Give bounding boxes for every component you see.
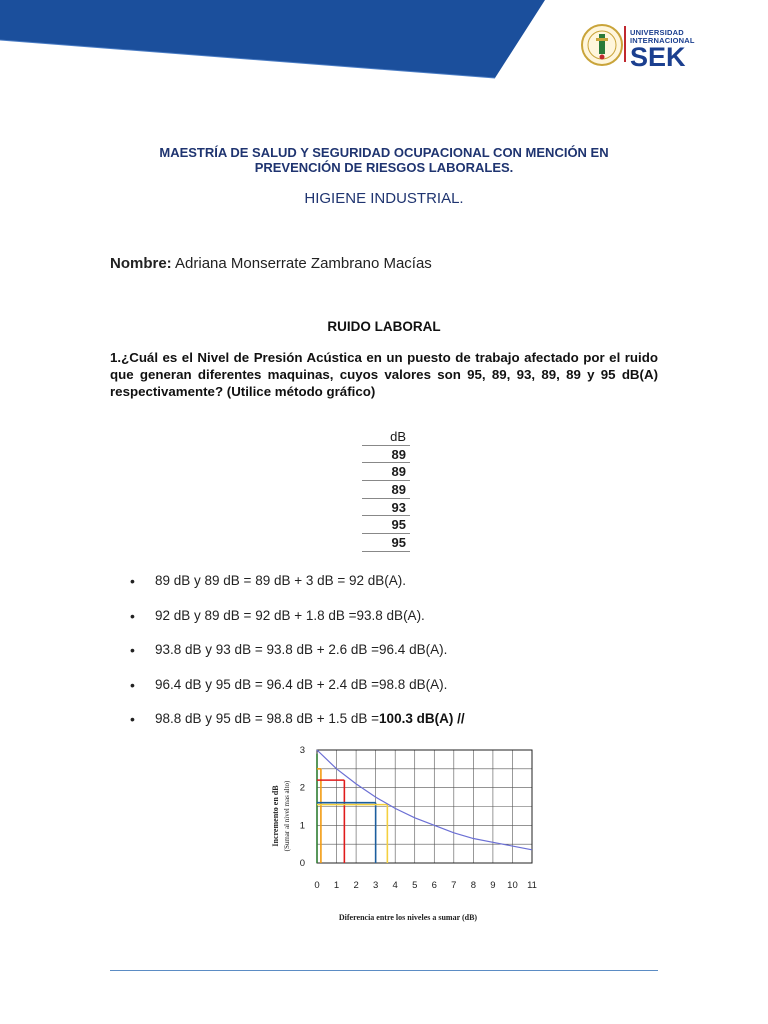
y-axis-label: Incremento en dB	[271, 785, 280, 847]
table-row	[362, 463, 410, 481]
list-item	[130, 640, 690, 675]
y-tick-label: 2	[299, 782, 305, 794]
program-title-line2: PREVENCIÓN DE RIESGOS LABORALES.	[254, 160, 514, 175]
addition-chart	[268, 736, 548, 932]
x-tick-label: 3	[372, 880, 379, 891]
table-row	[362, 516, 410, 534]
table-row	[362, 498, 410, 516]
table-cell: 89	[362, 481, 410, 499]
subject-title: HIGIENE INDUSTRIAL.	[304, 190, 464, 207]
y-tick-labels	[300, 745, 305, 869]
logo-line3: SEK	[630, 42, 686, 70]
chart-curve	[317, 750, 532, 850]
x-tick-label: 10	[507, 880, 518, 891]
calculation-steps	[130, 571, 690, 744]
table-row	[362, 445, 410, 463]
x-tick-label: 7	[451, 880, 457, 891]
x-tick-label: 4	[392, 880, 398, 891]
university-seal-icon	[582, 25, 622, 65]
step-text: 96.4 dB y 95 dB = 96.4 dB + 2.4 dB =98.8 dB(A).	[155, 676, 448, 692]
logo-line2: INTERNACIONAL	[630, 36, 695, 45]
x-tick-label: 11	[527, 880, 537, 891]
x-tick-label: 8	[470, 880, 477, 891]
list-item	[130, 606, 690, 641]
table-header-cell: dB	[362, 428, 410, 445]
step-text: 93.8 dB y 93 dB = 93.8 dB + 2.6 dB =96.4 dB(A).	[155, 642, 448, 657]
table-row	[362, 534, 410, 552]
y-tick-label: 1	[299, 820, 305, 832]
final-result: 100.3 dB(A) //	[379, 711, 465, 726]
step-text: 89 dB y 89 dB = 89 dB + 3 dB = 92 dB(A).	[155, 573, 407, 588]
y-axis-label-secondary: (Sumar al nivel mas alto)	[283, 780, 291, 852]
student-name-label: Nombre:	[110, 255, 172, 272]
logo-line1: UNIVERSIDAD	[630, 28, 684, 37]
program-title-line1: MAESTRÍA DE SALUD Y SEGURIDAD OCUPACIONAL CON MENCIÓN EN	[159, 145, 609, 160]
table-cell: 95	[362, 516, 410, 534]
table-cell: 89	[362, 463, 410, 481]
db-table	[362, 428, 410, 552]
x-tick-label: 1	[333, 880, 340, 891]
university-logo	[580, 20, 710, 70]
section-title: RUIDO LABORAL	[327, 319, 441, 334]
x-tick-labels	[314, 880, 537, 891]
chart-grid	[317, 750, 532, 863]
question-text: 1.¿Cuál es el Nivel de Presión Acústica en un puesto de trabajo afectado por el ruido que generan diferentes maquinas, cuyos valores son 95, 89, 93, 89, 89 y 95 dB(A) respectivamente? (Utilice método gráfico)	[110, 350, 658, 399]
student-name-row	[110, 255, 432, 272]
table-cell: 95	[362, 534, 410, 552]
x-tick-label: 5	[412, 880, 418, 891]
table-cell: 89	[362, 445, 410, 463]
table-row	[362, 428, 410, 445]
table-row	[362, 481, 410, 499]
student-name: Adriana Monserrate Zambrano Macías	[175, 255, 432, 272]
x-tick-label: 6	[431, 880, 437, 891]
list-item	[130, 571, 690, 606]
list-item	[130, 675, 690, 710]
table-cell: 93	[362, 498, 410, 516]
y-tick-label: 3	[299, 745, 305, 756]
chart-readings	[317, 754, 387, 863]
x-tick-label: 0	[314, 880, 320, 891]
step-text: 98.8 dB y 95 dB = 98.8 dB + 1.5 dB =	[155, 711, 380, 726]
x-tick-label: 2	[353, 880, 359, 891]
x-tick-label: 9	[490, 880, 496, 891]
step-text: 92 dB y 89 dB = 92 dB + 1.8 dB =93.8 dB(A).	[155, 607, 425, 623]
y-tick-label: 0	[299, 858, 305, 869]
footer-divider	[110, 970, 658, 971]
x-axis-label: Diferencia entre los niveles a sumar (dB)	[338, 913, 478, 922]
